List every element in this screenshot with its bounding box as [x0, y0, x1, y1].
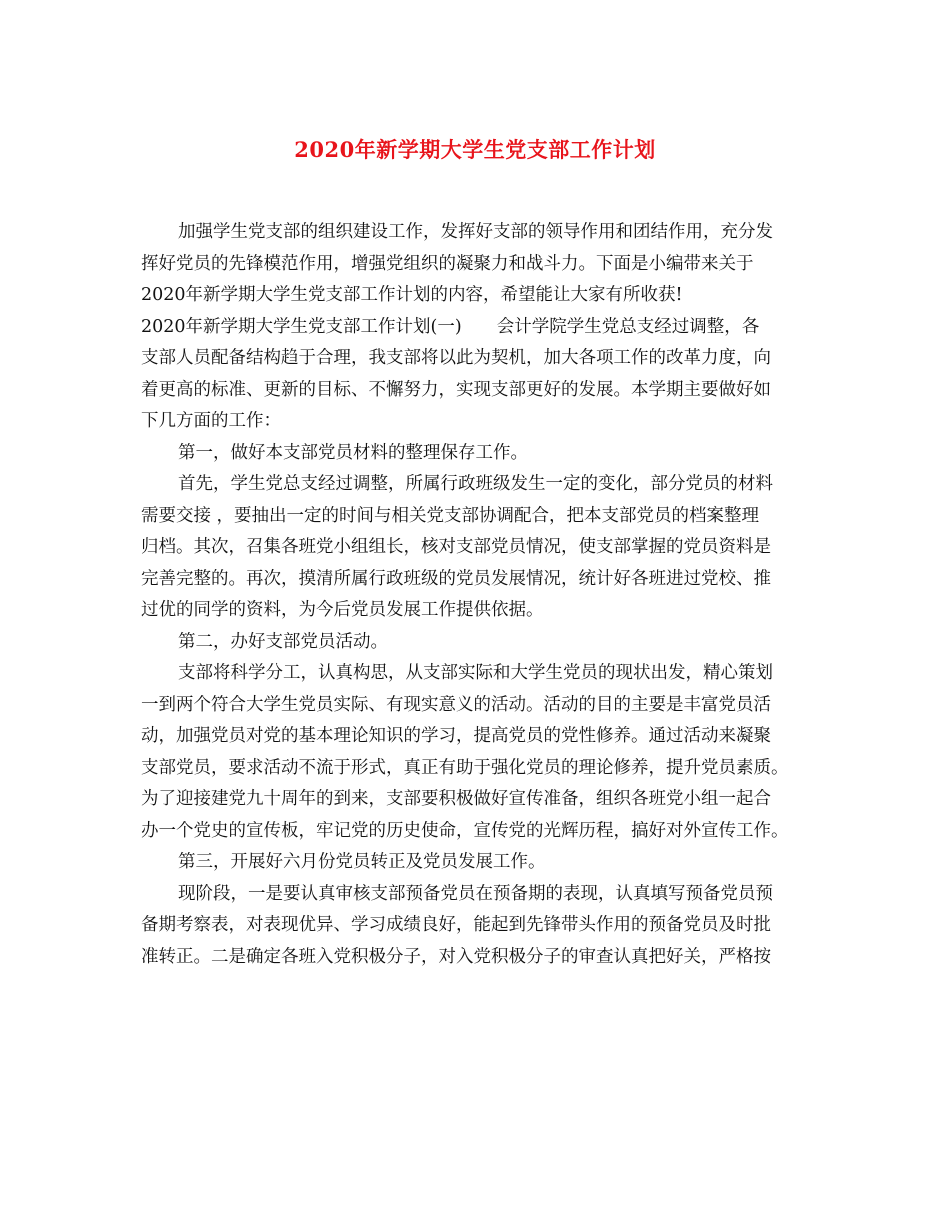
text-line: 现阶段，一是要认真审核支部预备党员在预备期的表现，认真填写预备党员预 — [178, 883, 773, 904]
text-line: 过优的同学的资料，为今后党员发展工作提供依据。 — [141, 600, 544, 620]
text-line: 2020年新学期大学生党支部工作计划(一) 会计学院学生党总支经过调整，各 — [141, 316, 760, 337]
text-line: 第一，做好本支部党员材料的整理保存工作。 — [178, 442, 528, 463]
text-line: 加强学生党支部的组织建设工作，发挥好支部的领导作用和团结作用，充分发 — [178, 222, 773, 242]
text-line: 首先，学生党总支经过调整，所属行政班级发生一定的变化，部分党员的材料 — [178, 474, 773, 494]
text-line: 为了迎接建党九十周年的到来，支部要积极做好宣传准备，组织各班党小组一起合 — [141, 789, 771, 809]
text-line: 支部将科学分工，认真构思，从支部实际和大学生党员的现状出发，精心策划 — [178, 663, 773, 683]
text-line: 挥好党员的先锋模范作用，增强党组织的凝聚力和战斗力。下面是小编带来关于 — [141, 253, 754, 274]
text-line: 需要交接 ，要抽出一定的时间与相关党支部协调配合，把本支部党员的档案整理 — [141, 505, 760, 526]
text-line: 完善完整的。再次，摸清所属行政班级的党员发展情况，统计好各班进过党校、推 — [141, 568, 771, 589]
text-line: 着更高的标准、更新的目标、不懈努力，实现支部更好的发展。本学期主要做好如 — [141, 379, 771, 400]
document-body — [141, 217, 819, 973]
text-line: 下几方面的工作： — [141, 411, 281, 431]
text-line: 第三，开展好六月份党员转正及党员发展工作。 — [178, 852, 546, 872]
text-line: 一到两个符合大学生党员实际、有现实意义的活动。活动的目的主要是丰富党员活 — [141, 694, 771, 715]
document-title: 2020年新学期大学生党支部工作计划 — [294, 137, 656, 162]
text-line: 2020年新学期大学生党支部工作计划的内容，希望能让大家有所收获! — [141, 285, 683, 305]
text-line: 第二，办好支部党员活动。 — [178, 631, 388, 652]
text-line: 支部党员，要求活动不流于形式，真正有助于强化党员的理论修养，提升党员素质。 — [141, 757, 789, 778]
text-line: 准转正。二是确定各班入党积极分子，对入党积极分子的审查认真把好关，严格按 — [141, 946, 771, 967]
text-line: 备期考察表，对表现优异、学习成绩良好，能起到先锋带头作用的预备党员及时批 — [141, 915, 771, 935]
text-line: 办一个党史的宣传板，牢记党的历史使命，宣传党的光辉历程，搞好对外宣传工作。 — [141, 820, 789, 841]
text-line: 归档。其次，召集各班党小组组长，核对支部党员情况，使支部掌握的党员资料是 — [141, 537, 771, 557]
text-line: 支部人员配备结构趋于合理，我支部将以此为契机，加大各项工作的改革力度，向 — [141, 348, 771, 368]
text-line: 动，加强党员对党的基本理论知识的学习，提高党员的党性修养。通过活动来凝聚 — [141, 726, 771, 746]
